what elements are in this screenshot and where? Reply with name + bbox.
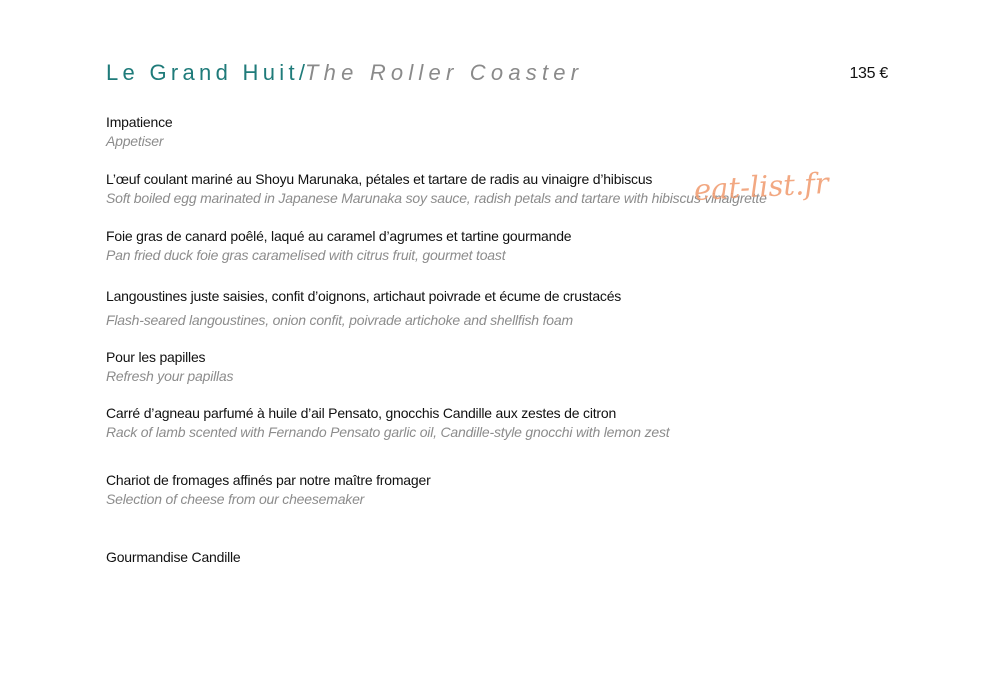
course-name-french: L’œuf coulant mariné au Shoyu Marunaka, pétales et tartare de radis au vinaigre d’hibiscus: [106, 171, 653, 187]
course-name-french: Langoustines juste saisies, confit d’oignons, artichaut poivrade et écume de crustacés: [106, 288, 622, 304]
course-name-english: Selection of cheese from our cheesemaker: [106, 491, 365, 507]
course-name-english: Refresh your papillas: [106, 368, 234, 384]
course-item: [106, 227, 571, 265]
menu-title-english: The Roller Coaster: [305, 60, 584, 85]
course-name-english: Flash-seared langoustines, onion confit, poivrade artichoke and shellfish foam: [106, 312, 573, 328]
course-name-french: Foie gras de canard poêlé, laqué au caramel d’agrumes et tartine gourmande: [106, 228, 572, 244]
course-item: [106, 404, 669, 442]
course-item: [106, 348, 233, 386]
menu-title-french: Le Grand Huit: [106, 60, 299, 85]
course-name-french: Chariot de fromages affinés par notre maître fromager: [106, 472, 431, 488]
menu-title: [106, 58, 583, 88]
menu-price: 135 €: [849, 65, 888, 82]
course-item: [106, 471, 431, 509]
course-name-english: Soft boiled egg marinated in Japanese Marunaka soy sauce, radish petals and tartare with hibiscus vinaigrette: [106, 190, 767, 206]
course-name-french: Gourmandise Candille: [106, 549, 241, 565]
course-item: [106, 548, 241, 567]
course-name-english: Rack of lamb scented with Fernando Pensato garlic oil, Candille-style gnocchi with lemon zest: [106, 424, 670, 440]
course-name-french: Pour les papilles: [106, 349, 206, 365]
title-separator: /: [298, 60, 305, 85]
course-name-english: Pan fried duck foie gras caramelised with citrus fruit, gourmet toast: [106, 247, 506, 263]
course-item: [106, 170, 767, 208]
course-item: [106, 113, 172, 151]
watermark: eat-list.fr: [693, 165, 830, 207]
course-name-french: Impatience: [106, 114, 173, 130]
course-item: [106, 287, 621, 330]
course-name-english: Appetiser: [106, 133, 164, 149]
course-name-french: Carré d’agneau parfumé à huile d’ail Pensato, gnocchis Candille aux zestes de citron: [106, 405, 617, 421]
